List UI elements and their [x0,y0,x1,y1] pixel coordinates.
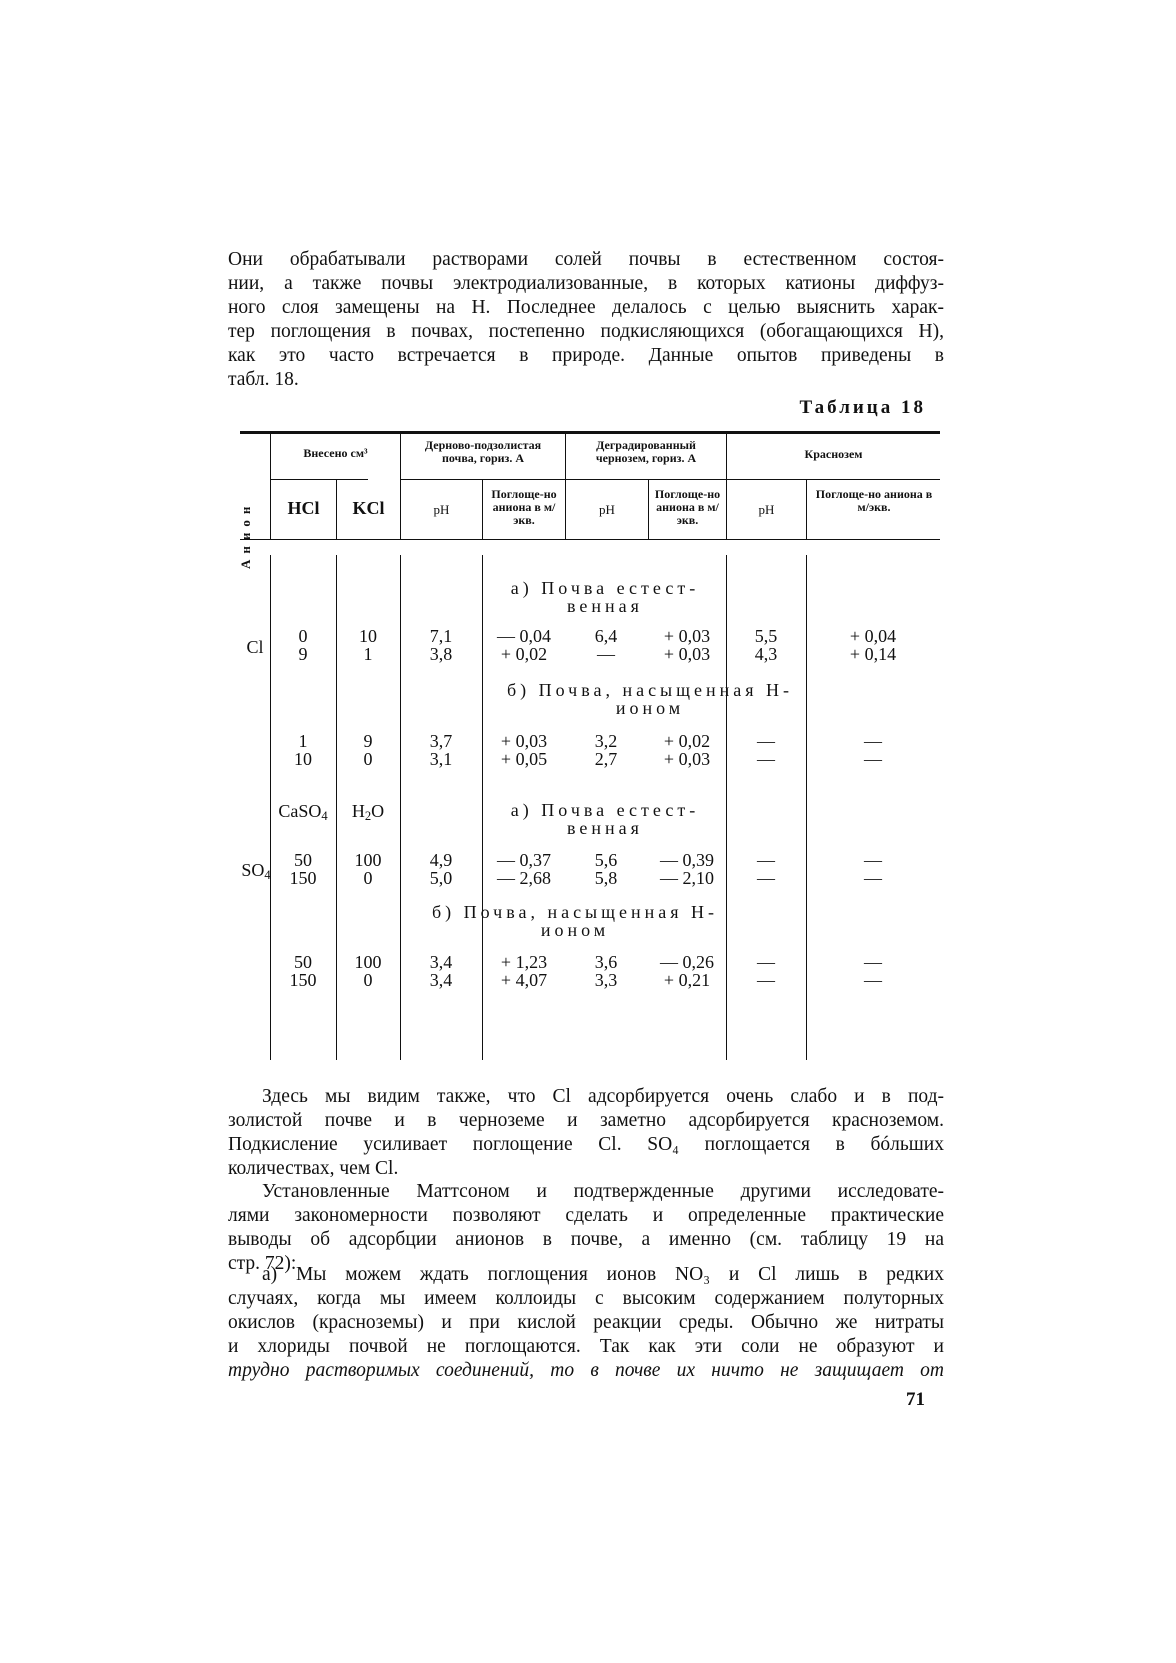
table-cell: — [864,850,882,870]
header-soil2: Деградированный чернозем, гориз. A [595,438,697,465]
table-cell: 7,1 [429,626,453,646]
table-cell: 5,8 [594,868,618,888]
header-soil3: Краснозем [804,447,863,461]
table-cell: + 0,03 [663,644,711,664]
data-table [240,431,940,1061]
text-line: случаях, когда мы имеем коллоиды с высоким содержанием полуторных [228,1288,944,1309]
text-line: табл. 18. [228,369,299,390]
table-cell: — [864,970,882,990]
table-cell: 5,5 [754,626,778,646]
text-line: стр. 72): [228,1253,297,1274]
table-cell: — 0,26 [660,952,714,972]
label-caso4: CaSO$_4$ [278,801,328,823]
table-cell: — [757,731,775,751]
section-label: б) Почва, насыщенная Н-ионом [506,680,794,718]
table-cell: 5,6 [594,850,618,870]
table-cell: + 0,03 [500,731,548,751]
table-cell: 100 [354,952,382,972]
section-label: а) Почва естест-венная [510,578,700,616]
table-cell: — [864,868,882,888]
table-cell: — [757,970,775,990]
text-line: Они обрабатывали растворами солей почвы в естественном состоя- [228,249,944,270]
table-cell: — 0,39 [660,850,714,870]
text-line: тер поглощения в почвах, постепенно подкисляющихся (обогащающихся H), [228,321,944,342]
table-cell: 0 [363,868,373,888]
text-line: окислов (красноземы) и при кислой реакции среды. Обычно же нитраты [228,1312,944,1333]
table-cell: 4,3 [754,644,778,664]
anion-so4: $SO_4$ [241,860,271,882]
table-cell: + 4,07 [500,970,548,990]
table-cell: 0 [363,749,373,769]
table-cell: 3,6 [594,952,618,972]
page-number: 71 [906,1389,925,1410]
table-cell: 0 [298,626,308,646]
table-cell: 10 [294,749,312,769]
table-cell: 3,7 [429,731,453,751]
table-cell: 5,0 [429,868,453,888]
table-cell: 3,3 [594,970,618,990]
paragraph-3 [228,1180,944,1276]
table-cell: + 0,21 [663,970,711,990]
text-line: лями закономерности позволяют сделать и определенные практические [228,1205,944,1226]
table-cell: — 2,68 [497,868,551,888]
table-cell: 2,7 [594,749,618,769]
header-added: Внесено см³ [303,446,368,460]
header-ph: pH [758,502,775,517]
header-soil1: Дерново-подзолистая почва, гориз. A [424,438,542,465]
table-cell: + 1,23 [500,952,548,972]
header-anion: Анион [238,500,253,570]
intro-paragraph [228,248,944,392]
text-line: и хлориды почвой не поглощаются. Так как эти соли не образуют и [228,1336,944,1357]
header-hcl: HCl [287,498,320,518]
table-cell: 150 [289,970,317,990]
table-cell: 3,1 [429,749,453,769]
table-cell: 3,4 [429,970,453,990]
text-line: Установленные Маттсоном и подтвержденные другими исследовате- [262,1181,944,1202]
text-line: как это часто встречается в природе. Данные опытов приведены в [228,345,944,366]
table-cell: 9 [298,644,308,664]
table-cell: — [757,952,775,972]
table-cell: 1 [363,644,373,664]
table-cell: — 2,10 [660,868,714,888]
header-absorbed: Поглоще-но аниона в м/экв. [654,487,721,527]
table-cell: 9 [363,731,373,751]
table-cell: 50 [294,952,312,972]
table-cell: 100 [354,850,382,870]
table-cell: 6,4 [594,626,618,646]
table-cell: 1 [298,731,308,751]
table-cell: 3,8 [429,644,453,664]
table-cell: 3,2 [594,731,618,751]
section-label: б) Почва, насыщенная Н-ионом [431,902,719,940]
anion-cl: Cl [246,637,264,657]
table-cell: 3,4 [429,952,453,972]
table-cell: — [864,749,882,769]
table-cell: — [757,749,775,769]
table-cell: — [757,868,775,888]
table-cell: 10 [359,626,377,646]
section-label: а) Почва естест-венная [510,800,700,838]
header-ph: pH [433,502,450,517]
text-line: нии, а также почвы электродиализованные, в которых катионы диффуз- [228,273,944,294]
table-cell: — [864,731,882,751]
table-cell: 4,9 [429,850,453,870]
header-absorbed: Поглоще-но аниона в м/экв. [815,487,933,514]
table-cell: + 0,03 [663,626,711,646]
label-h2o: $H_2O$ [351,801,385,823]
table-cell: + 0,02 [663,731,711,751]
header-kcl: KCl [352,498,385,518]
table-cell: 150 [289,868,317,888]
text-line: Здесь мы видим также, что Cl адсорбируется очень слабо и в под- [262,1086,944,1107]
paragraph-4 [228,1263,944,1383]
text-line: Подкисление усиливает поглощение Cl. SO₄ поглощается в бóльших [228,1134,944,1155]
text-line: а) Мы можем ждать поглощения ионов NO₃ и Cl лишь в редких [262,1264,944,1285]
text-line: золистой почве и в черноземе и заметно адсорбируется красноземом. [228,1110,944,1131]
text-line: трудно растворимых соединений, то в почве их ничто не защищает от [228,1360,944,1381]
table-cell: + 0,02 [500,644,548,664]
paragraph-2 [228,1085,944,1181]
table-cell: + 0,14 [849,644,897,664]
table-cell: — [597,644,615,664]
table-cell: + 0,05 [500,749,548,769]
table-cell: + 0,03 [663,749,711,769]
header-absorbed: Поглоще-но аниона в м/экв. [491,487,557,527]
table-cell: 0 [363,970,373,990]
text-line: выводы об адсорбции анионов в почве, а именно (см. таблицу 19 на [228,1229,944,1250]
table-caption: Таблица 18 [799,397,926,418]
table-cell: — 0,04 [497,626,551,646]
text-line: ного слоя замещены на H. Последнее делалось с целью выяснить харак- [228,297,944,318]
table-cell: — [864,952,882,972]
table-cell: + 0,04 [849,626,897,646]
header-ph: pH [599,502,615,517]
text-line: количествах, чем Cl. [228,1158,399,1179]
table-cell: — [757,850,775,870]
table-cell: 50 [294,850,312,870]
table-cell: — 0,37 [497,850,551,870]
